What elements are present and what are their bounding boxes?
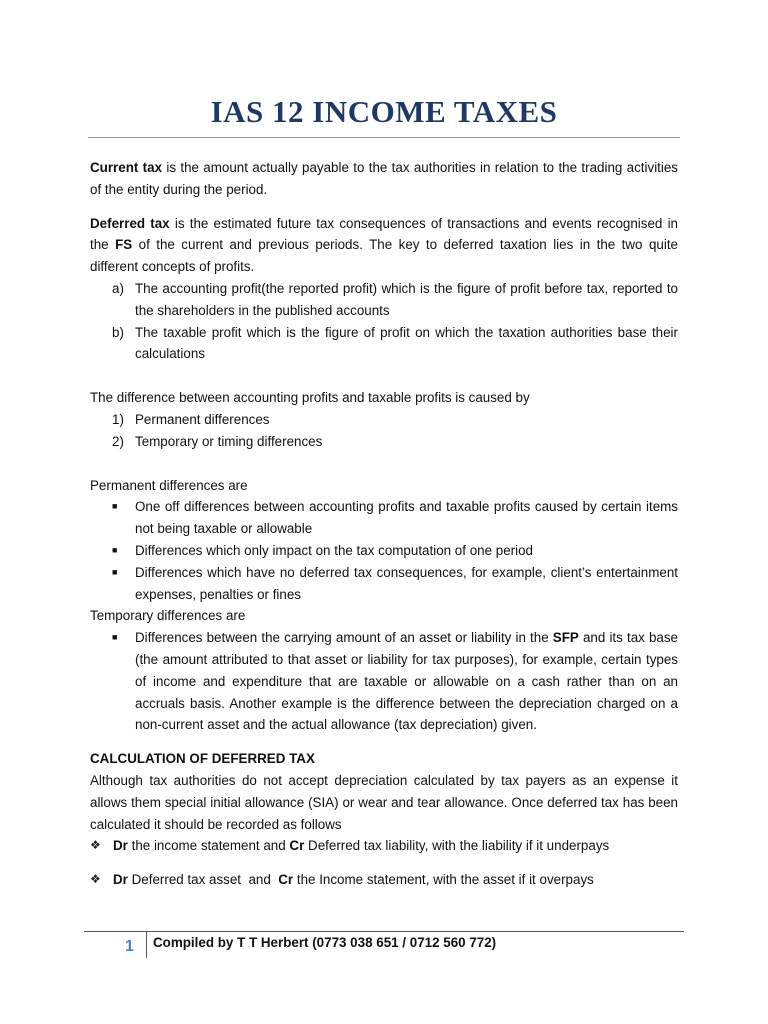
cr-label: Cr	[278, 872, 294, 888]
temporary-intro: Temporary differences are	[90, 608, 246, 624]
permanent-intro: Permanent differences are	[90, 477, 248, 493]
footer-rule	[84, 931, 684, 932]
list-marker: 2)	[112, 433, 124, 449]
current-tax-text: is the amount actually payable to the tax authorities in relation to the trading activities of the entity during the period.	[90, 160, 679, 197]
current-tax-term: Current tax	[90, 160, 163, 175]
deferred-tax-text-2: of the current and previous periods. The key to deferred taxation lies in the two quite different concepts of profits.	[90, 237, 678, 275]
deferred-tax-term: Deferred tax	[90, 215, 170, 231]
diamond-bullet-icon: ❖	[90, 872, 101, 887]
list-item	[90, 627, 678, 736]
journal-entries-list	[90, 835, 678, 891]
calculation-paragraph: Although tax authorities do not accept depreciation calculated by tax payers as an expense it allows them special initial allowance (SIA) or wear and tear allowance. Once deferred tax has been calculated it should be recorded as follows	[90, 772, 678, 832]
list-item	[90, 278, 678, 322]
title-underline	[88, 137, 680, 138]
footer-divider	[146, 932, 147, 958]
list-item	[90, 431, 678, 453]
page-number: 1	[125, 938, 134, 955]
list-item	[90, 540, 678, 562]
entry-text: the Income statement, with the asset if it overpays	[293, 872, 594, 888]
dr-label: Dr	[113, 872, 128, 888]
list-item-text: Permanent differences	[135, 411, 270, 427]
page-title: IAS 12 INCOME TAXES	[210, 94, 558, 129]
list-item	[90, 562, 678, 606]
deferred-tax-text-1: is the estimated future tax consequences of transactions and events recognised in the	[90, 215, 678, 253]
list-item-text: Temporary or timing differences	[135, 433, 323, 449]
list-item	[90, 496, 678, 540]
list-item	[90, 409, 678, 431]
list-item-text: The accounting profit(the reported profit) which is the figure of profit before tax, reported to the shareholders in the published accounts	[135, 280, 678, 318]
permanent-list	[90, 496, 678, 605]
square-bullet-icon: ■	[112, 501, 118, 512]
footer-credit: Compiled by T T Herbert (0773 038 651 / 0712 560 772)	[153, 935, 497, 950]
fs-term: FS	[115, 237, 133, 253]
list-item-text: The taxable profit which is the figure of profit on which the taxation authorities base their calculations	[135, 324, 678, 362]
list-item	[90, 322, 678, 366]
deferred-tax-paragraph	[90, 213, 678, 278]
list-item-text: Differences between the carrying amount of an asset or liability in the	[135, 630, 553, 646]
temporary-list	[90, 627, 678, 736]
dr-label: Dr	[113, 838, 128, 854]
list-item	[90, 869, 678, 891]
diamond-bullet-icon: ❖	[90, 838, 101, 853]
list-item-text: and its tax base (the amount attributed to that asset or liability for tax purposes), for example, certain types of income and expenditure that are taxable or allowable on a cash rather than on an accruals basis. Another example is the difference between the depreciation charged on a non-current asset and the actual allowance (tax depreciation) given.	[135, 630, 679, 733]
list-item-text: Differences which only impact on the tax computation of one period	[135, 542, 533, 558]
difference-list	[90, 409, 678, 453]
difference-intro: The difference between accounting profits and taxable profits is caused by	[90, 390, 530, 406]
list-marker: a)	[112, 280, 124, 296]
document-body	[90, 157, 678, 891]
square-bullet-icon: ■	[112, 566, 118, 577]
entry-text: Deferred tax asset and	[127, 872, 279, 888]
list-item-text: One off differences between accounting profits and taxable profits caused by certain items not being taxable or allowable	[135, 499, 678, 537]
list-marker: b)	[112, 324, 124, 340]
sfp-term: SFP	[552, 630, 579, 646]
cr-label: Cr	[289, 838, 305, 854]
current-tax-paragraph	[90, 157, 678, 201]
list-item-text: Differences which have no deferred tax consequences, for example, client’s entertainment expenses, penalties or fines	[135, 564, 678, 602]
list-item	[90, 835, 678, 857]
profit-concepts-list	[90, 278, 678, 365]
entry-text: the income statement and	[127, 838, 290, 854]
calculation-heading: CALCULATION OF DEFERRED TAX	[90, 751, 315, 767]
square-bullet-icon: ■	[112, 544, 118, 555]
square-bullet-icon: ■	[112, 632, 118, 643]
entry-text: Deferred tax liability, with the liability if it underpays	[304, 838, 610, 854]
list-marker: 1)	[112, 411, 124, 427]
